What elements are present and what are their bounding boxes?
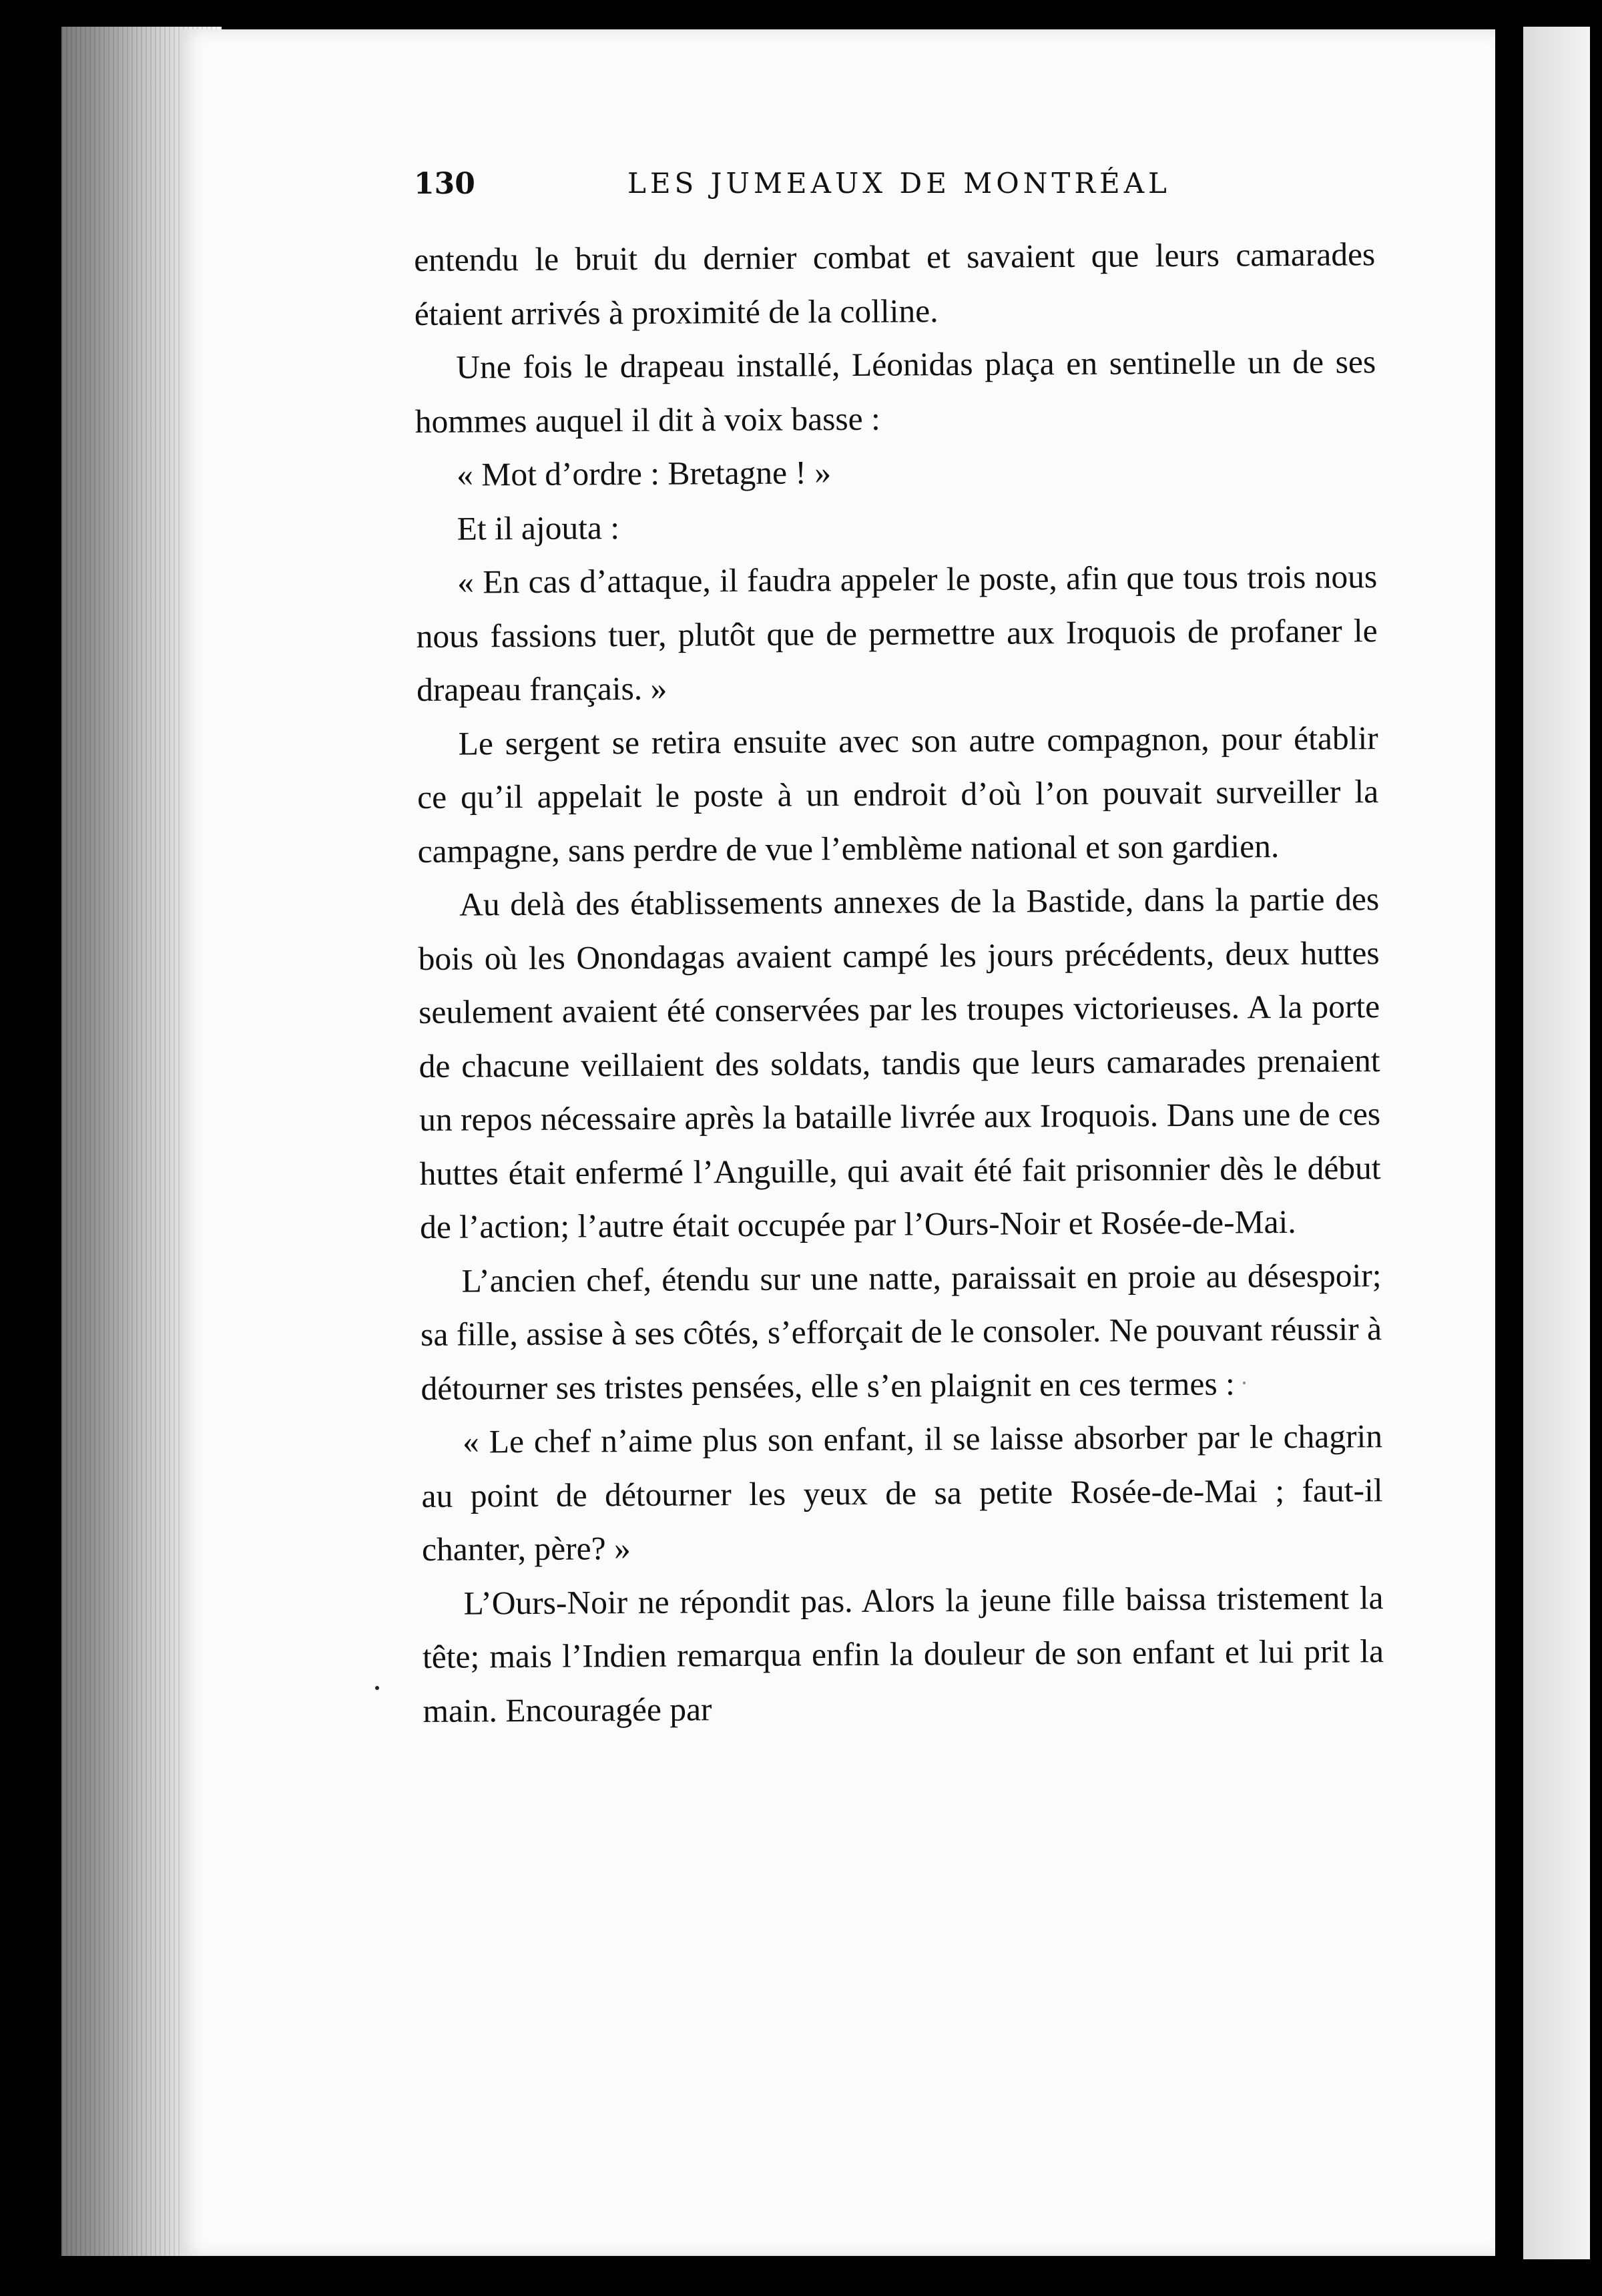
scan-speck — [1243, 1382, 1246, 1384]
running-header — [414, 167, 1375, 207]
paragraph: Une fois le drapeau installé, Léonidas plaça en sentinelle un de ses hommes auquel il dit à voix basse : — [415, 343, 1376, 440]
body-text — [414, 228, 1384, 1738]
paragraph: Le sergent se retira ensuite avec son autre compagnon, pour établir ce qu’il appelait le poste à un endroit d’où l’on pouvait surveiller la campagne, sans perdre de vue l’emblème national et son gardien. — [417, 719, 1379, 870]
page-number: 130 — [414, 167, 475, 201]
paragraph: Et il ajouta : — [457, 509, 620, 547]
paragraph-quote: « Le chef n’aime plus son enfant, il se laisse absorber par le chagrin au point de détourner les yeux de sa petite Rosée-de-Mai ; faut-il chanter, père? » — [421, 1418, 1383, 1568]
paragraph-quote: « Mot d’ordre : Bretagne ! » — [457, 454, 832, 493]
paragraph: L’ancien chef, étendu sur une natte, paraissait en proie au désespoir; sa fille, assise à ses côtés, s’efforçait de le consoler. Ne pouvant réussir à détourner ses tristes pensées, elle s’en plaignit en ces termes : — [420, 1256, 1382, 1407]
facing-page-edge — [1523, 27, 1590, 2259]
paragraph-continued: entendu le bruit du dernier combat et savaient que leurs camarades étaient arrivés à proximité de la colline. — [414, 236, 1376, 332]
book-title: LES JUMEAUX DE MONTRÉAL — [627, 167, 1171, 200]
paragraph: L’Ours-Noir ne répondit pas. Alors la jeune fille baissa tristement la tête; mais l’Indien remarqua enfin la douleur de son enfant et lui prit la main. Encouragée par — [422, 1579, 1384, 1729]
scan-speck — [375, 1686, 379, 1690]
paragraph: Au delà des établissements annexes de la Bastide, dans la partie des bois où les Onondagas avaient campé les jours précédents, deux huttes seulement avaient été conservées par les troupes victorieuses. A la porte de chacune veillaient des soldats, tandis que leurs camarades prenaient un repos nécessaire après la bataille livrée aux Iroquois. Dans une de ces huttes était enfermé l’Anguille, qui avait été fait prisonnier dès le début de l’action; l’autre était occupée par l’Ours-Noir et Rosée-de-Mai. — [418, 880, 1381, 1245]
paragraph-quote: « En cas d’attaque, il faudra appeler le poste, afin que tous trois nous nous fassions tuer, plutôt que de permettre aux Iroquois de profaner le drapeau français. » — [416, 558, 1378, 708]
